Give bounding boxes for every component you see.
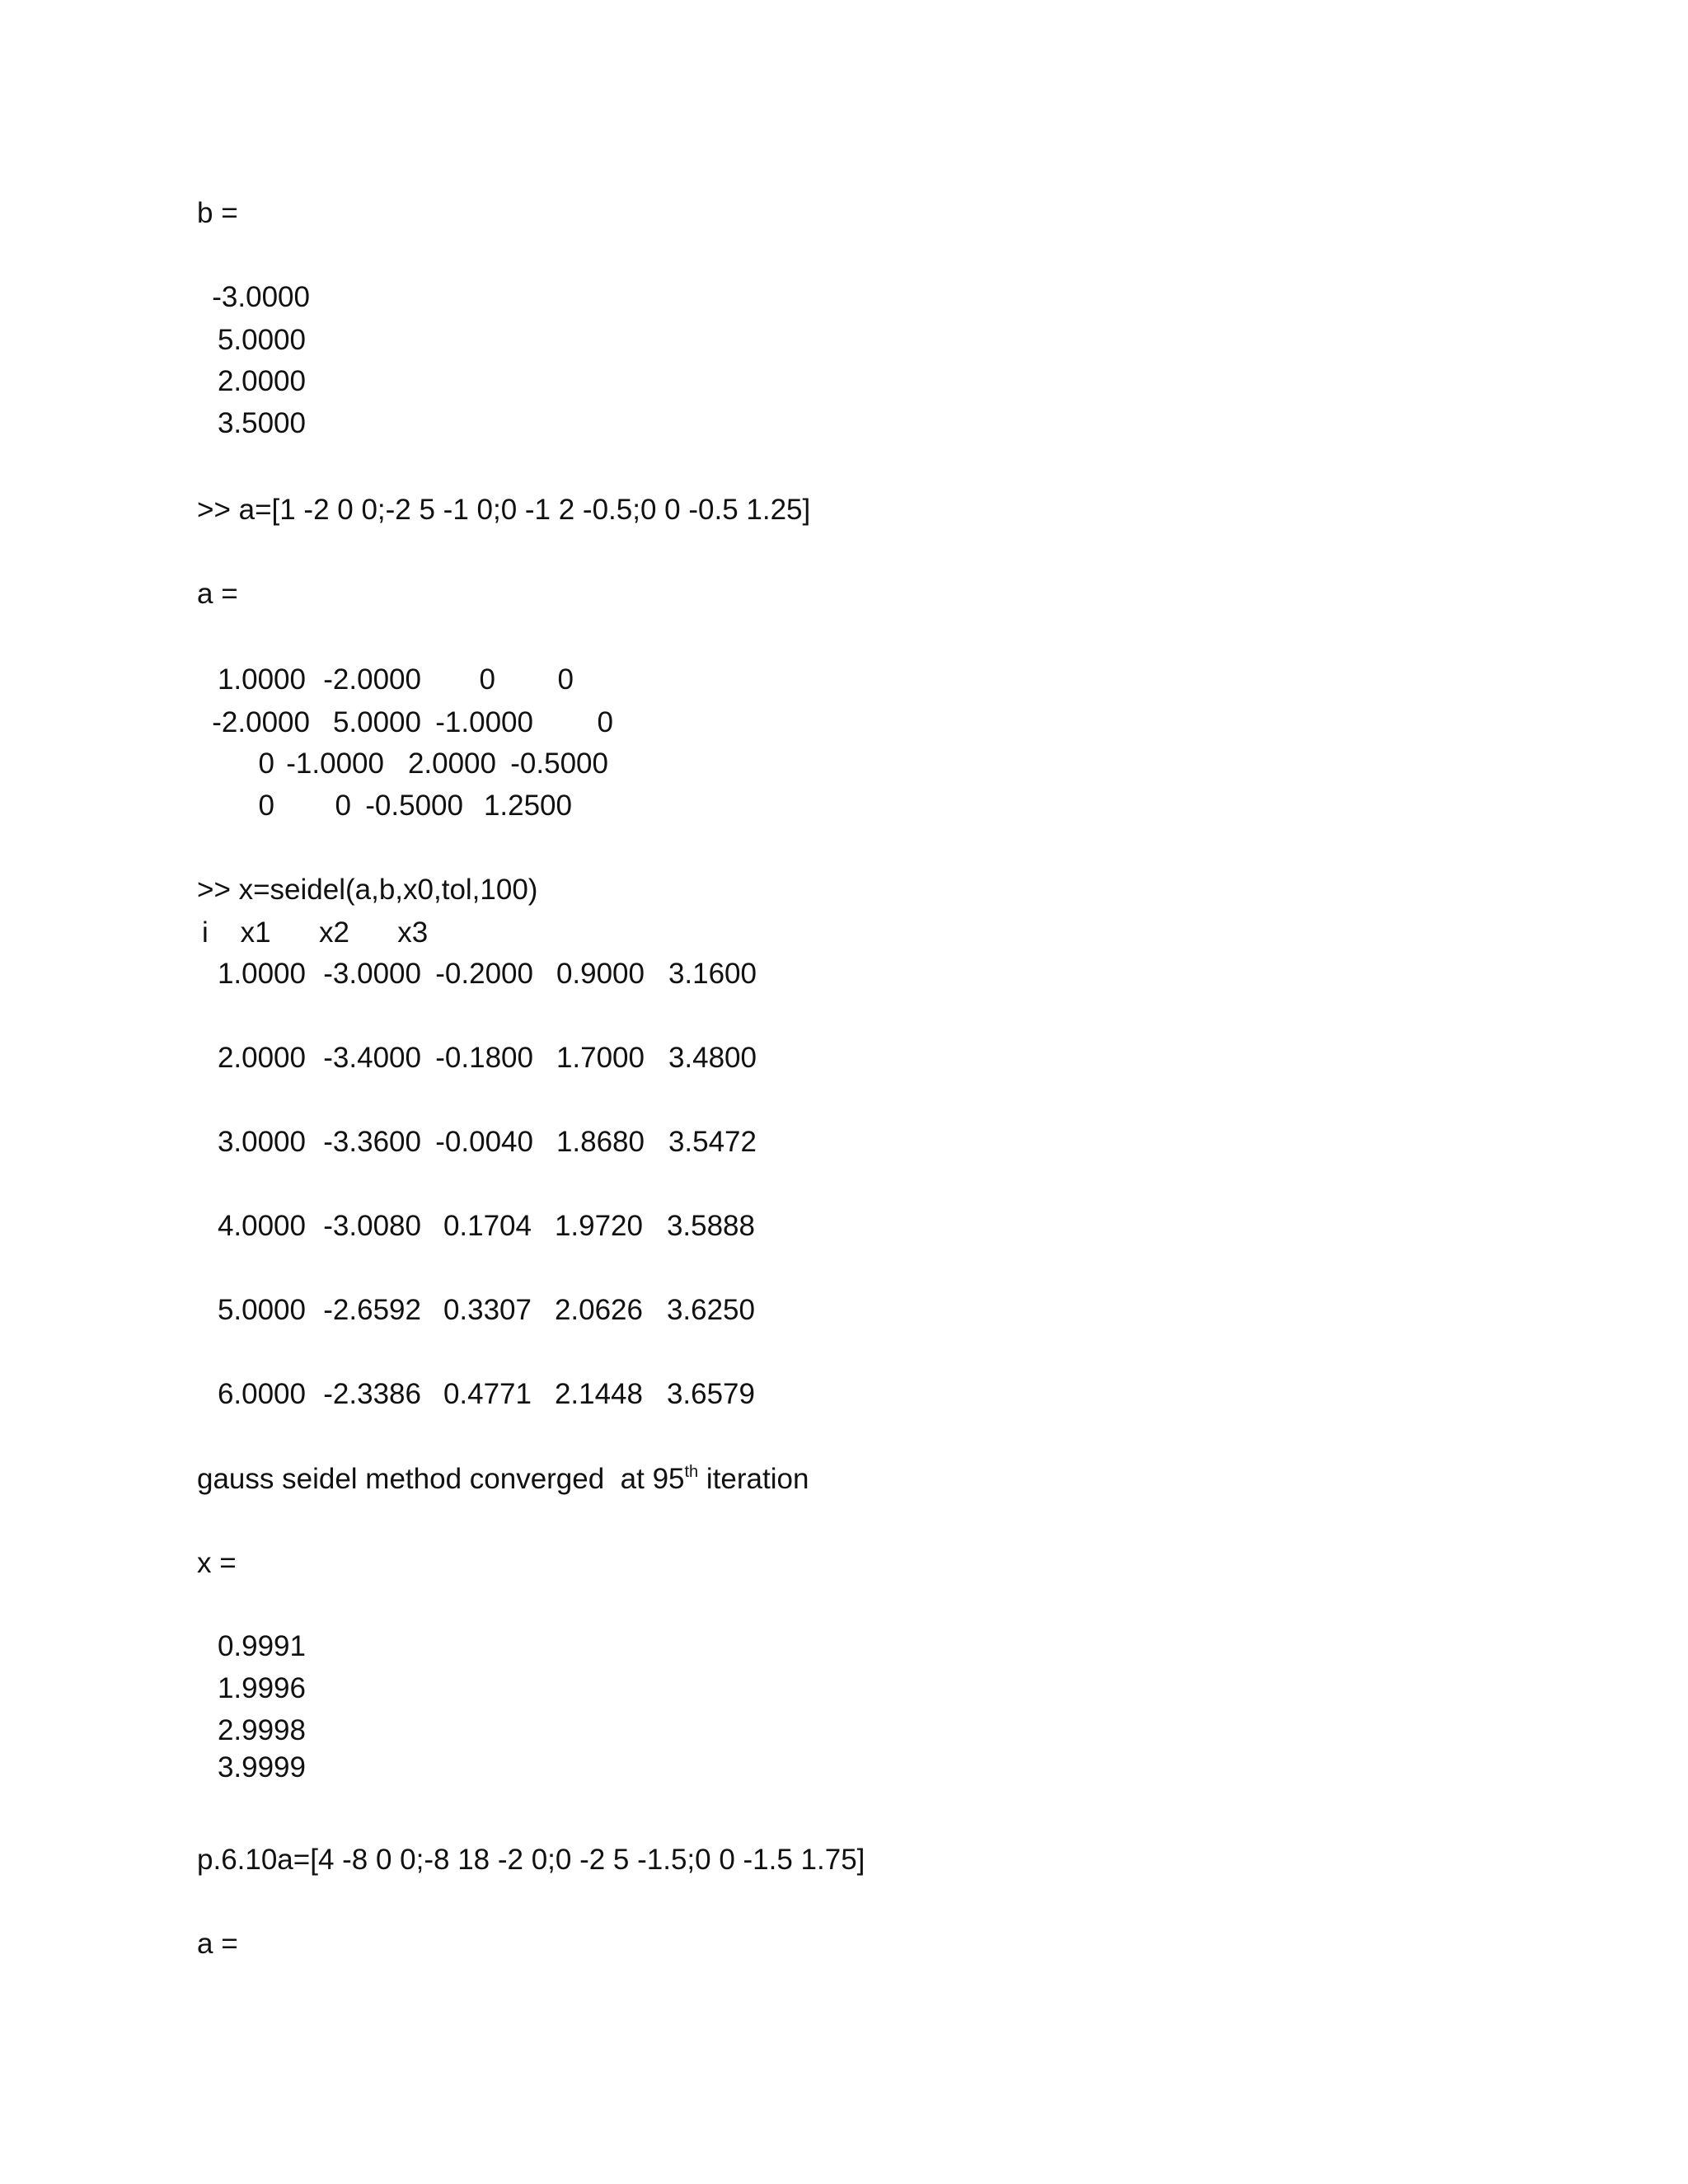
matrix-cell: 5.0000 bbox=[332, 706, 421, 738]
table-cell: 3.5472 bbox=[668, 1126, 757, 1158]
x-label: x = bbox=[197, 1547, 237, 1579]
table-cell: -3.3600 bbox=[323, 1126, 421, 1158]
table-cell: -0.2000 bbox=[435, 958, 533, 990]
command-line-seidel: >> x=seidel(a,b,x0,tol,100) bbox=[197, 874, 538, 906]
x-value: 1.9996 bbox=[217, 1672, 306, 1704]
table-cell: -3.0000 bbox=[323, 958, 421, 990]
table-cell: -3.0080 bbox=[323, 1210, 421, 1242]
table-cell: 3.4800 bbox=[668, 1042, 757, 1074]
b-value: 2.0000 bbox=[217, 365, 306, 397]
table-cell: 0.9000 bbox=[556, 958, 645, 990]
table-cell: 0.4771 bbox=[443, 1378, 532, 1410]
table-cell: 1.9720 bbox=[554, 1210, 643, 1242]
x-value: 3.9999 bbox=[217, 1751, 306, 1783]
table-cell: 5.0000 bbox=[217, 1294, 306, 1326]
matrix-cell: -1.0000 bbox=[435, 706, 533, 738]
matrix-cell: 0 bbox=[335, 790, 351, 822]
table-cell: -2.6592 bbox=[323, 1294, 421, 1326]
x-value: 0.9991 bbox=[217, 1630, 306, 1662]
ordinal-suffix: th bbox=[684, 1463, 699, 1481]
convergence-text: gauss seidel method converged at 95 bbox=[197, 1463, 685, 1495]
convergence-message bbox=[197, 1461, 809, 1497]
table-cell: 0.1704 bbox=[443, 1210, 532, 1242]
table-cell: -0.1800 bbox=[435, 1042, 533, 1074]
table-cell: 6.0000 bbox=[217, 1378, 306, 1410]
matrix-cell: 1.2500 bbox=[483, 790, 572, 822]
table-cell: 3.6250 bbox=[666, 1294, 755, 1326]
table-cell: 0.3307 bbox=[443, 1294, 532, 1326]
table-cell: 2.0000 bbox=[217, 1042, 306, 1074]
command-line-a: >> a=[1 -2 0 0;-2 5 -1 0;0 -1 2 -0.5;0 0 -0.5 1.25] bbox=[197, 494, 811, 526]
table-cell: 1.7000 bbox=[556, 1042, 645, 1074]
matrix-cell: 0 bbox=[479, 663, 495, 696]
b-label: b = bbox=[197, 197, 238, 229]
matrix-cell: -2.0000 bbox=[323, 663, 421, 696]
matrix-cell: 0 bbox=[597, 706, 613, 738]
a-label: a = bbox=[197, 578, 238, 610]
table-cell: 4.0000 bbox=[217, 1210, 306, 1242]
table-cell: 2.1448 bbox=[554, 1378, 643, 1410]
b-value: 5.0000 bbox=[217, 324, 306, 356]
matrix-cell: -2.0000 bbox=[212, 706, 310, 738]
table-cell: 3.0000 bbox=[217, 1126, 306, 1158]
b-value: 3.5000 bbox=[217, 407, 306, 439]
table-cell: 3.5888 bbox=[666, 1210, 755, 1242]
table-cell: -0.0040 bbox=[435, 1126, 533, 1158]
table-cell: 1.8680 bbox=[556, 1126, 645, 1158]
matrix-cell: -0.5000 bbox=[365, 790, 463, 822]
command-line-p610: p.6.10a=[4 -8 0 0;-8 18 -2 0;0 -2 5 -1.5;0 0 -1.5 1.75] bbox=[197, 1844, 865, 1876]
table-cell: -3.4000 bbox=[323, 1042, 421, 1074]
table-cell: 2.0626 bbox=[554, 1294, 643, 1326]
matrix-cell: 0 bbox=[258, 748, 274, 780]
table-cell: 1.0000 bbox=[217, 958, 306, 990]
matrix-cell: 1.0000 bbox=[217, 663, 306, 696]
table-cell: -2.3386 bbox=[323, 1378, 421, 1410]
convergence-text-end: iteration bbox=[698, 1463, 809, 1495]
b-value: -3.0000 bbox=[212, 281, 310, 313]
matrix-cell: 0 bbox=[258, 790, 274, 822]
matrix-cell: 2.0000 bbox=[407, 748, 496, 780]
x-value: 2.9998 bbox=[217, 1714, 306, 1746]
iteration-table-header: i x1 x2 x3 bbox=[202, 916, 429, 949]
matrix-cell: -0.5000 bbox=[510, 748, 608, 780]
matrix-cell: 0 bbox=[557, 663, 574, 696]
table-cell: 3.1600 bbox=[668, 958, 757, 990]
a2-label: a = bbox=[197, 1928, 238, 1960]
matrix-cell: -1.0000 bbox=[286, 748, 384, 780]
table-cell: 3.6579 bbox=[666, 1378, 755, 1410]
